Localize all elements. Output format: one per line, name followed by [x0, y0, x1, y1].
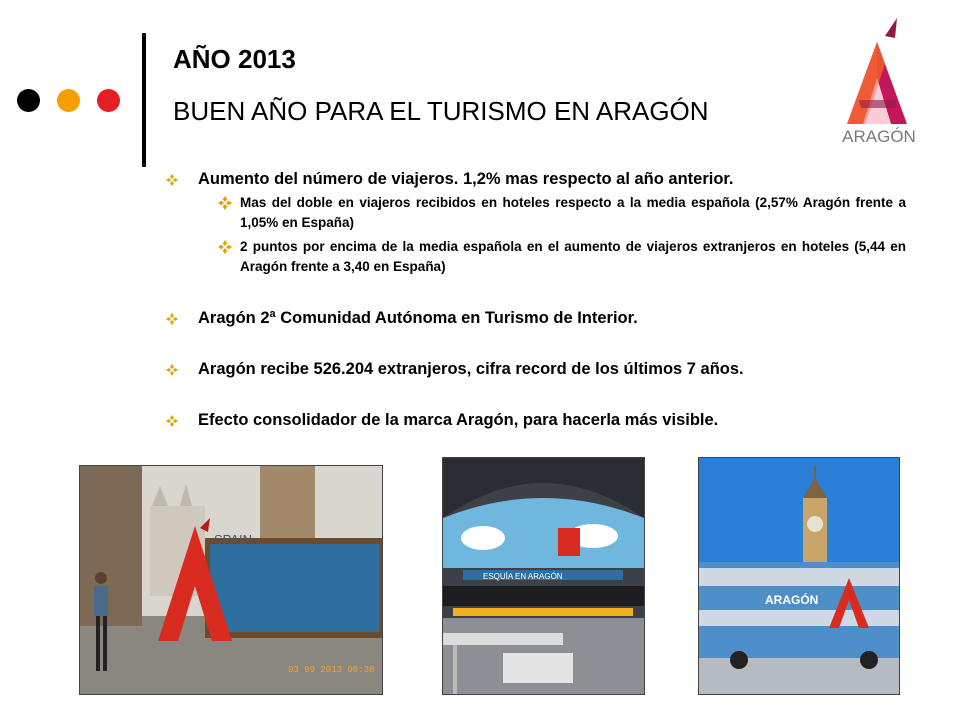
photo-train-station [442, 457, 645, 695]
photo-bus-text: ARAGÓN [765, 593, 819, 607]
photo-milan-street [79, 465, 383, 695]
bullet-turismo-interior: Aragón 2ª Comunidad Autónoma en Turismo de Interior. [166, 309, 906, 328]
bullet-marca-aragon: Efecto consolidador de la marca Aragón, para hacerla más visible. [166, 411, 906, 430]
dot-orange [57, 89, 80, 112]
photo-london-bus [698, 457, 900, 695]
aragon-logo [825, 14, 933, 146]
photo-banner-text: ESQUÍA EN ARAGÓN [483, 572, 563, 581]
diamond-bullet-icon [166, 313, 178, 325]
photo-spain-sign: SPAIN [214, 532, 253, 547]
diamond-bullet-icon [166, 364, 178, 376]
diamond-bullet-icon [166, 415, 178, 427]
photo-timestamp: 03 09 2013 08:38 [288, 665, 375, 675]
page-subtitle: BUEN AÑO PARA EL TURISMO EN ARAGÓN [173, 96, 709, 126]
bullet-list [166, 170, 906, 430]
sub-bullet-hoteles: Mas del doble en viajeros recibidos en hoteles respecto a la media española (2,57% Aragón frente a 1,05% en España) [166, 193, 906, 233]
dot-red [97, 89, 120, 112]
sub-bullet-extranjeros: 2 puntos por encima de la media española en el aumento de viajeros extranjeros en hoteles (5,44 en Aragón frente a 3,40 en España) [166, 237, 906, 277]
title-divider [142, 33, 146, 167]
diamond-bullet-icon [166, 174, 178, 186]
diamond-bullet-icon [218, 240, 232, 254]
bullet-viajeros: Aumento del número de viajeros. 1,2% mas respecto al año anterior. [166, 170, 906, 189]
logo-wordmark: ARAGÓN [842, 127, 916, 146]
page-title: AÑO 2013 [173, 44, 296, 74]
bullet-extranjeros-record: Aragón recibe 526.204 extranjeros, cifra record de los últimos 7 años. [166, 360, 906, 379]
diamond-bullet-icon [218, 196, 232, 210]
dot-black [17, 89, 40, 112]
